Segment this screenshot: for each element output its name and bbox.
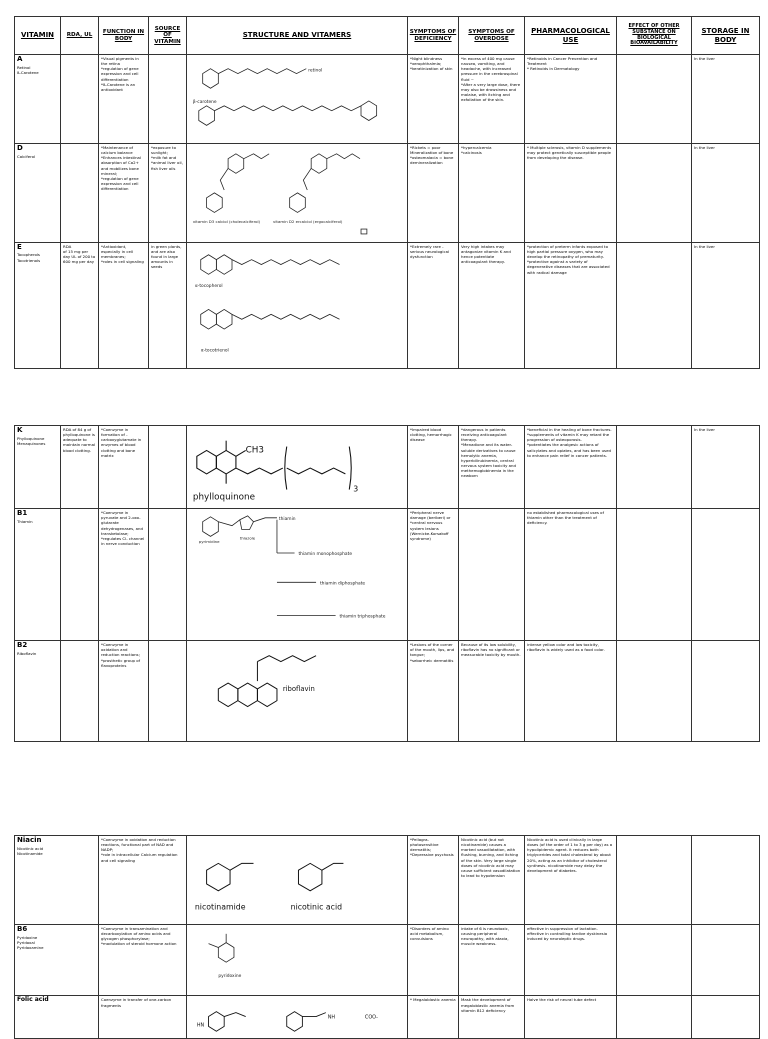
- vitamin-name: D: [17, 144, 23, 152]
- ring-shape: [199, 106, 215, 126]
- ring-shape: [298, 863, 321, 890]
- vitamin-table-section-2: [14, 425, 760, 742]
- vitamer-names: Tocopherols Tocotrienols: [17, 252, 41, 263]
- thiamin-monophosphate-label: thiamin monophosphate: [298, 552, 353, 558]
- cell-deficiency: *Impaired blood clotting, hemorrhagic disease: [408, 426, 459, 509]
- ring-shape: [201, 309, 217, 329]
- cell-storage: In the liver: [692, 242, 760, 368]
- cell-function: *Visual pigments in the retina *regulation of gene expression and cell differentiation *ß-Carotene is an antioxidant: [99, 55, 149, 144]
- cell-pharmacological: *Retinoids in Cancer Prevention and Treatment * Retinoids in Dermatology: [525, 55, 617, 144]
- vitamin-table-section-1: [14, 16, 760, 369]
- cell-name: [15, 836, 99, 925]
- chain-shape: [302, 1013, 325, 1017]
- header-function: FUNCTION IN BODY: [99, 17, 149, 55]
- cell-name: [15, 509, 61, 641]
- carboxylate-label: COO-: [364, 1014, 378, 1021]
- cell-rda: [61, 144, 99, 243]
- ring-shape: [290, 193, 306, 213]
- cell-storage: [692, 641, 760, 742]
- header-vitamin: VITAMIN: [15, 17, 61, 55]
- table-row-vitamin-e: [15, 242, 760, 368]
- cell-rda: [61, 641, 99, 742]
- thiamin-label: thiamin: [278, 516, 296, 522]
- hn-label: HN: [196, 1022, 205, 1029]
- cell-effect: [617, 55, 692, 144]
- tocotrienol-label: α-tocotrienol: [200, 348, 229, 354]
- cell-source: [149, 55, 187, 144]
- small-box-mark: [361, 229, 367, 234]
- chain-shape: [303, 168, 311, 190]
- header-source: SOURCE OF VITAMIN: [149, 17, 187, 55]
- acid-bond-shape: [322, 863, 344, 870]
- cell-pharmacological: intense yellow color and low toxicity, riboflavin is widely used as a food color.: [525, 641, 617, 742]
- vitamin-name: K: [17, 426, 23, 434]
- cell-function: *Coenzyme in transamination and decarboxylation of amino acids and glycogen phosphorylase; *modulation of steroid hormone action: [99, 925, 187, 996]
- chain-shape: [214, 106, 361, 111]
- header-effect: EFFECT OF OTHER SUBSTANCE ON BIOLOGICAL BIOAVAILABILITY: [617, 17, 692, 55]
- cell-effect: [617, 242, 692, 368]
- phylloquinone-label: phylloquinone: [192, 492, 255, 503]
- thiazole-label: thiazole: [239, 535, 256, 541]
- ring-shape: [257, 683, 277, 706]
- cell-rda: RDA of 15 mg per day UL of 200 to 600 mg per day: [61, 242, 99, 368]
- ring-shape: [216, 255, 232, 275]
- cell-rda: RDA of 84 g of phylloquinone is adequate to maintain normal blood clotting.: [61, 426, 99, 509]
- ring-shape: [218, 943, 234, 963]
- cell-pharmacological: Nicotinic acid is used clinically in large doses (of the order of 1 to 3 g per day) as a hypolipidemic agent. It reduces both triglycerides and total cholesterol by about 20%, acting as an inhibitor of cholesterol synthesis. nicotinamide may delay the development of diabetes.: [525, 836, 617, 925]
- cell-effect: [617, 144, 692, 243]
- chain-shape: [236, 468, 283, 474]
- nicotinamide-label: nicotinamide: [194, 902, 246, 912]
- table-row-vitamin-d: [15, 144, 760, 243]
- amide-bond-shape: [230, 863, 253, 870]
- chain-shape: [224, 1013, 246, 1017]
- cell-storage: [692, 996, 760, 1038]
- cell-overdose: Because of its low solubility, riboflavin has no significant or measurable toxicity by mouth.: [459, 641, 525, 742]
- header-pharmacological: PHARMACOLOGICAL USE: [525, 17, 617, 55]
- cell-overdose: Nicotinic acid (but not nicotinamide) causes a marked vasodilatation, with flushing, burning, and itching of the skin. Very large single doses of nicotinic acid may cause sufficient vasodilatation to lead to hypotension: [459, 836, 525, 925]
- ring-shape: [238, 683, 258, 706]
- bond-shape: [209, 944, 219, 948]
- cell-source: in green plants, and are also found in large amounts in seeds: [149, 242, 187, 368]
- cell-overdose: intake of 6 is neurotoxic, causing peripheral neuropathy, with ataxia, muscle weakness.: [459, 925, 525, 996]
- cell-pharmacological: * Multiple sclerosis, vitamin D supplements may protect genetically susceptible people from developing the disease.: [525, 144, 617, 243]
- ring-shape: [287, 1012, 303, 1032]
- folic-acid-structure-diagram: [189, 997, 405, 1036]
- cell-pharmacological: no established pharmacological uses of thiamin other than the treatment of deficiency.: [525, 509, 617, 641]
- pyrimidine-label: pyrimidine: [198, 539, 220, 545]
- vitamin-e-structure-diagram: [189, 244, 405, 367]
- cell-structure-d: [187, 144, 408, 243]
- cell-source: [149, 426, 187, 509]
- vitamin-name: B6: [17, 925, 28, 933]
- cell-deficiency: *Rickets = poor Mineralization of bone *osteomalacia = bone demineralization: [408, 144, 459, 243]
- pyridoxine-label: pyridoxine: [218, 973, 242, 979]
- ring-shape: [207, 863, 230, 890]
- cell-overdose: [459, 509, 525, 641]
- cell-effect: [617, 836, 692, 925]
- ring-shape: [216, 309, 232, 329]
- vitamin-name: A: [17, 55, 23, 63]
- header-overdose: SYMPTOMS OF OVERDOSE: [459, 17, 525, 55]
- cell-pharmacological: *protection of preterm infants exposed to high partial pressure oxygen, who may develop the retinopathy of prematurity. *protective against a variety of degenerative diseases that are associated with radical damage: [525, 242, 617, 368]
- vitamin-d3-label: vitamin D3 calciol (cholecalciferol): [192, 219, 261, 225]
- chain-shape: [287, 468, 346, 474]
- cell-storage: In the liver: [692, 144, 760, 243]
- chain-shape: [220, 168, 228, 190]
- cell-effect: [617, 509, 692, 641]
- cell-deficiency: *Peripheral nerve damage (beriberi) or *central nervous system lesions (Wernicke-Korsakoff syndrome): [408, 509, 459, 641]
- ribityl-chain-shape: [257, 656, 316, 662]
- vitamin-d-structure-diagram: [189, 145, 405, 241]
- cell-effect: [617, 996, 692, 1038]
- chain-shape: [232, 314, 340, 319]
- ring-shape: [218, 683, 238, 706]
- cell-storage: [692, 509, 760, 641]
- cell-rda: [61, 509, 99, 641]
- cell-deficiency: *Extremely rare - serious neurological dysfunction: [408, 242, 459, 368]
- ring-shape: [207, 193, 223, 213]
- cell-function: *Coenzyme in oxidation and reduction reactions; *prosthetic group of flavoproteins: [99, 641, 149, 742]
- header-deficiency: SYMPTOMS OF DEFICIENCY: [408, 17, 459, 55]
- cell-overdose: Very high intakes may antagonize vitamin K and hence potentiate anticoagulant therapy.: [459, 242, 525, 368]
- vitamer-names: Calciferol: [17, 153, 36, 159]
- ch3-label: CH3: [245, 445, 265, 456]
- retinol-carotene-structure-diagram: [189, 56, 405, 142]
- ring-shape: [361, 101, 377, 121]
- vitamin-name: E: [17, 242, 22, 251]
- cell-effect: [617, 925, 692, 996]
- bracket-shape: [285, 447, 287, 490]
- cell-structure-a: [187, 55, 408, 144]
- riboflavin-structure-diagram: [189, 642, 405, 740]
- vitamin-name: Folic acid: [17, 996, 49, 1004]
- ring-shape: [228, 154, 244, 174]
- cell-function: *Maintenance of calcium balance *Enhances intestinal absorption of Ca2+ and mobilizes bone mineral; *regulation of gene expression and cell differentiation: [99, 144, 149, 243]
- table-header-row: [15, 17, 760, 55]
- vitamin-table-section-3: [14, 835, 760, 1039]
- cell-deficiency: *Lesions of the corner of the mouth, lips, and tongue; *seborrheic dermatitis: [408, 641, 459, 742]
- cell-source: *exposure to sunlight; *milk fat and *animal liver oil, fish liver oils: [149, 144, 187, 243]
- bond-shape: [236, 450, 246, 456]
- riboflavin-label: riboflavin: [282, 685, 315, 694]
- cell-pharmacological: effective in suppression of lactation. effective in controlling tardive dyskinesia induced by neuroleptic drugs.: [525, 925, 617, 996]
- chain-shape: [254, 518, 277, 522]
- cell-overdose: Mask the development of megaloblastic anemia from vitamin B12 deficiency: [459, 996, 525, 1038]
- header-storage: STORAGE IN BODY: [692, 17, 760, 55]
- cell-function: *Coenzyme in pyruvate and 2-oxo-glutarate dehydrogenases, and transketolase; *regulates Cl- channel in nerve conduction: [99, 509, 149, 641]
- cell-effect: [617, 641, 692, 742]
- cell-deficiency: *Night blindness *xerophthalmia; *keratinization of skin: [408, 55, 459, 144]
- header-rda: RDA, UL: [61, 17, 99, 55]
- cell-name: [15, 242, 61, 368]
- cell-deficiency: * Megaloblastic anemia: [408, 996, 459, 1038]
- table-row-vitamin-b1: [15, 509, 760, 641]
- vitamer-names: Retinol ß-Carotene: [17, 64, 39, 75]
- niacin-structure-diagram: [189, 837, 405, 923]
- vitamin-name: B1: [17, 509, 28, 518]
- repeat-count-label: 3: [353, 484, 359, 494]
- cell-name: [15, 55, 61, 144]
- header-structure: STRUCTURE AND VITAMERS: [187, 17, 408, 55]
- cell-pharmacological: *beneficial in the healing of bone fractures. *supplements of vitamin K may retard the progression of osteoporosis. *potentiates the analgesic actions of salicylates and opiates, and has been used to enhance pain relief in cancer patients.: [525, 426, 617, 509]
- cell-storage: [692, 836, 760, 925]
- table-row-niacin: [15, 836, 760, 925]
- thiamin-triphosphate-label: thiamin triphosphate: [339, 614, 386, 620]
- cell-structure-folic: [187, 996, 408, 1038]
- cell-name: [15, 641, 61, 742]
- chain-shape: [327, 154, 360, 159]
- cell-effect: [617, 426, 692, 509]
- cell-function: *Coenzyme in formation of - carboxyglutamate in enzymes of blood clotting and bone matrix: [99, 426, 149, 509]
- vitamer-names: Phylloquinone Menaquinones: [17, 435, 46, 446]
- pyridoxine-structure-diagram: [189, 926, 405, 994]
- ring-shape: [197, 450, 217, 473]
- chain-shape: [232, 259, 340, 264]
- ring-shape: [209, 1012, 225, 1032]
- cell-name: [15, 996, 99, 1038]
- chain-shape: [218, 520, 240, 526]
- cell-structure-b2: [187, 641, 408, 742]
- cell-name: [15, 925, 99, 996]
- ring-shape: [240, 516, 254, 530]
- bracket-shape: [349, 447, 351, 490]
- beta-carotene-label: β-carotene: [192, 99, 217, 105]
- cell-pharmacological: Halve the risk of neural tube defect: [525, 996, 617, 1038]
- ring-shape: [216, 450, 236, 473]
- cell-function: Coenzyme in transfer of one-carbon fragments: [99, 996, 187, 1038]
- chain-shape: [218, 69, 306, 74]
- chain-shape: [244, 154, 269, 159]
- vitamin-name: Niacin: [17, 836, 42, 844]
- thiamin-diphosphate-label: thiamin diphosphate: [319, 581, 366, 587]
- cell-storage: In the liver: [692, 55, 760, 144]
- cell-function: *Coenzyme in oxidation and reduction reactions, functional part of NAD and NADP; *role in intracellular Calcium regulation and cell signaling: [99, 836, 187, 925]
- table-row-vitamin-a: [15, 55, 760, 144]
- cell-storage: In the liver: [692, 426, 760, 509]
- ring-shape: [311, 154, 327, 174]
- cell-overdose: *hypercalcemia *calcinosis: [459, 144, 525, 243]
- thiamin-structure-diagram: [189, 510, 405, 639]
- cell-source: [149, 509, 187, 641]
- cell-deficiency: *Disorders of amino acid metabolism, convulsions: [408, 925, 459, 996]
- vitamer-names: Pyridoxine Pyridoxal Pyridoxamine: [17, 934, 44, 950]
- cell-deficiency: *Pellagra-photosensitive dermatitis; *Depressive psychosis: [408, 836, 459, 925]
- cell-name: [15, 426, 61, 509]
- cell-function: *Antioxidant, especially in cell membranes; *roles in cell signaling: [99, 242, 149, 368]
- table-row-vitamin-k: [15, 426, 760, 509]
- retinol-label: retinol: [308, 68, 323, 74]
- nicotinic-acid-label: nicotinic acid: [290, 902, 343, 912]
- tocopherol-label: α-tocopherol: [194, 283, 223, 289]
- cell-structure-niacin: [187, 836, 408, 925]
- cell-structure-b1: [187, 509, 408, 641]
- cell-overdose: *dangerous in patients receiving anticoagulant therapy. *Menadione and its water-soluble derivatives to cause hemolytic anemia, hyperbilirubinemia, central nervous system toxicity and methemoglobinemia in the newborn: [459, 426, 525, 509]
- cell-structure-b6: [187, 925, 408, 996]
- ring-shape: [203, 517, 219, 537]
- vitamer-names: Thiamin: [17, 518, 33, 524]
- vitamer-names: Riboflavin: [17, 650, 37, 656]
- vitamin-name: B2: [17, 641, 28, 650]
- cell-overdose: *in excess of 400 mg cause nausea, vomiting, and headache, with increased pressure in the cerebrospinal fluid ~ *After a very large dose, there may also be drowsiness and malaise, with itching and exfoliation of the skin.: [459, 55, 525, 144]
- cell-structure-e: [187, 242, 408, 368]
- cell-rda: [61, 55, 99, 144]
- nh-label: NH: [327, 1014, 336, 1021]
- ring-shape: [203, 69, 219, 89]
- cell-storage: [692, 925, 760, 996]
- table-row-folic-acid: [15, 996, 760, 1038]
- cell-structure-k: [187, 426, 408, 509]
- vitamer-names: Nicotinic acid Nicotinamide: [17, 845, 44, 856]
- cell-name: [15, 144, 61, 243]
- ring-shape: [201, 255, 217, 275]
- table-row-vitamin-b2: [15, 641, 760, 742]
- cell-source: [149, 641, 187, 742]
- table-row-vitamin-b6: [15, 925, 760, 996]
- vitamin-d2-label: vitamin D2 ercalciol (ergocalciferol): [273, 219, 343, 225]
- phylloquinone-structure-diagram: [189, 427, 405, 507]
